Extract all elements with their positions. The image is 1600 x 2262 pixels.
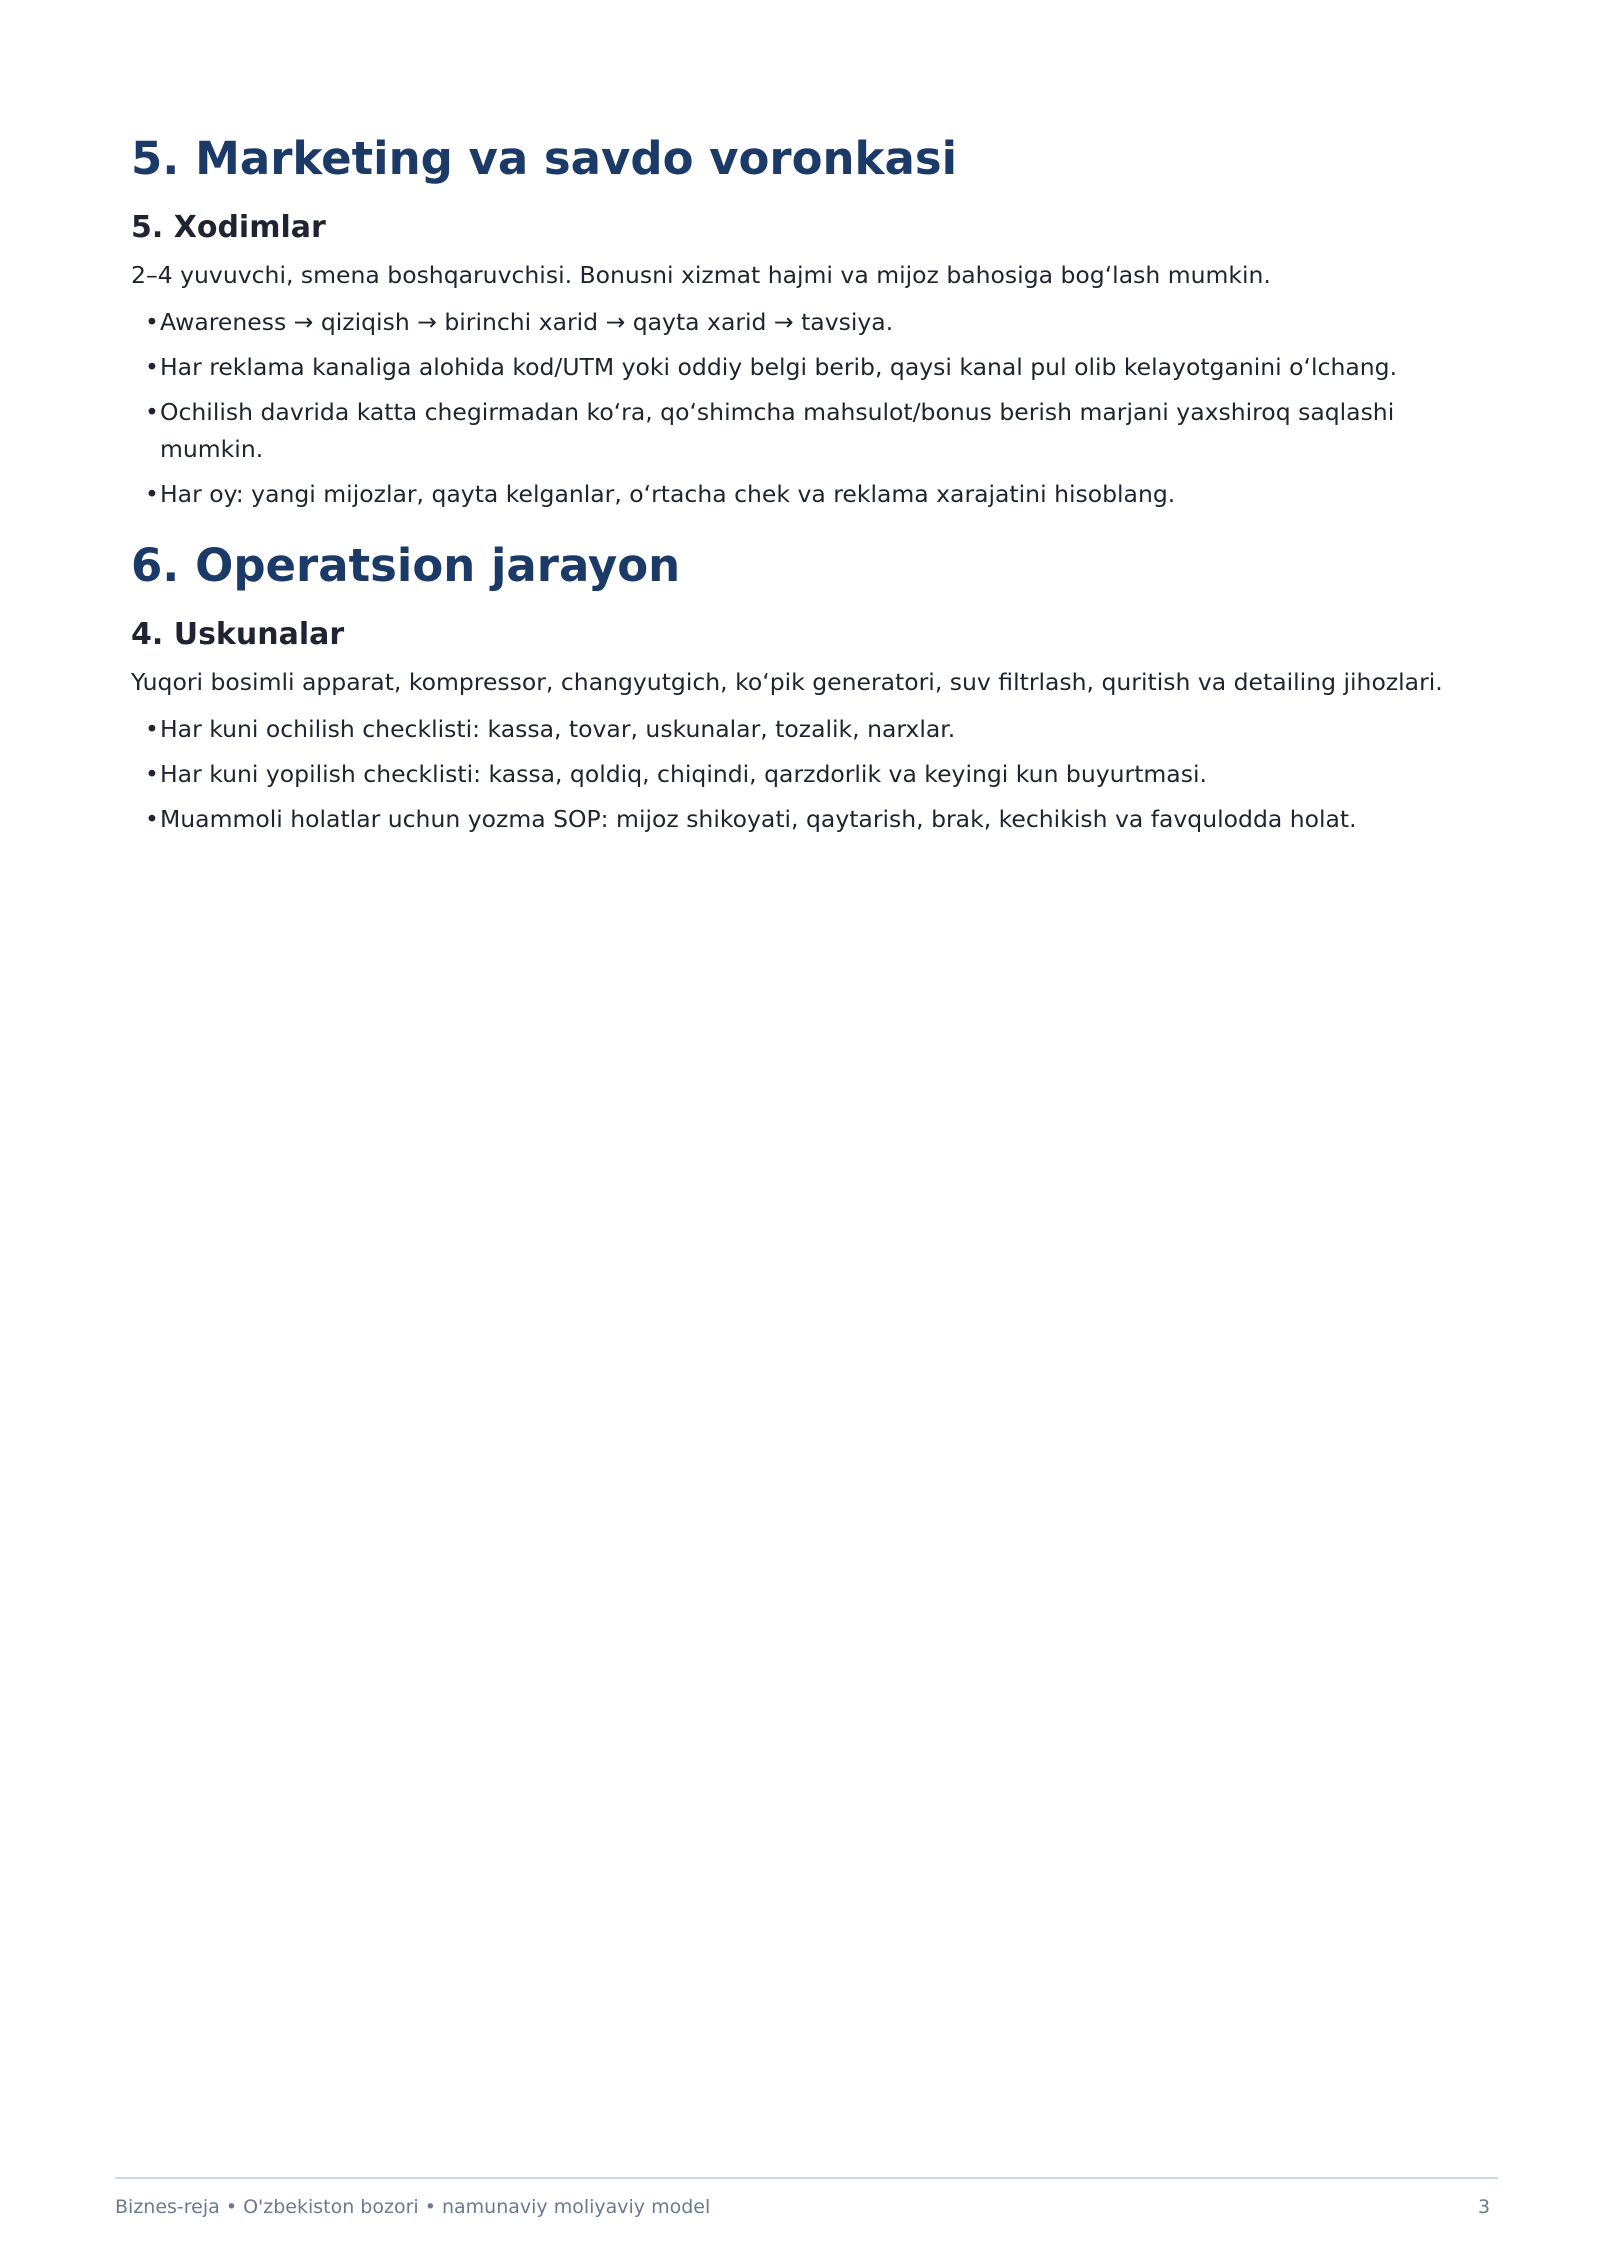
list-item — [131, 304, 1471, 341]
list-item-text: Ochilish davrida katta chegirmadan ko‘ra, qo‘shimcha mahsulot/bonus berish marjani yaxshiroq saqlashi mumkin. — [160, 398, 1395, 463]
list-item — [131, 394, 1471, 468]
bullet-list — [131, 711, 1471, 838]
bullet-icon: • — [145, 715, 159, 743]
page-content — [131, 128, 1471, 846]
list-item-text: Har reklama kanaliga alohida kod/UTM yoki oddiy belgi berib, qaysi kanal pul olib kelayotganini o‘lchang. — [160, 353, 1398, 381]
bullet-icon: • — [145, 760, 159, 788]
list-item — [131, 711, 1471, 748]
list-item-text: Har kuni yopilish checklisti: kassa, qoldiq, chiqindi, qarzdorlik va keyingi kun buyurtmasi. — [160, 760, 1207, 788]
section-operations — [131, 535, 1471, 838]
section-heading: 5. Marketing va savdo voronkasi — [131, 132, 958, 185]
section-marketing — [131, 128, 1471, 513]
section-paragraph: 2–4 yuvuvchi, smena boshqaruvchisi. Bonusni xizmat hajmi va mijoz bahosiga bog‘lash mumkin. — [131, 261, 1271, 289]
list-item — [131, 476, 1471, 513]
bullet-icon: • — [145, 805, 159, 833]
list-item-text: Har oy: yangi mijozlar, qayta kelganlar, o‘rtacha chek va reklama xarajatini hisoblang. — [160, 480, 1176, 508]
list-item — [131, 349, 1471, 386]
bullet-icon: • — [145, 398, 159, 426]
list-item — [131, 801, 1471, 838]
list-item-text: Har kuni ochilish checklisti: kassa, tovar, uskunalar, tozalik, narxlar. — [160, 715, 956, 743]
section-heading: 6. Operatsion jarayon — [131, 539, 681, 592]
section-subheading: 5. Xodimlar — [131, 210, 326, 245]
footer-text: Biznes-reja • O'zbekiston bozori • namunaviy moliyaviy model — [115, 2196, 711, 2218]
section-paragraph: Yuqori bosimli apparat, kompressor, changyutgich, ko‘pik generatori, suv filtrlash, quritish va detailing jihozlari. — [131, 668, 1443, 696]
bullet-icon: • — [145, 480, 159, 508]
list-item-text: Awareness → qiziqish → birinchi xarid → qayta xarid → tavsiya. — [160, 308, 894, 336]
list-item — [131, 756, 1471, 793]
list-item-text: Muammoli holatlar uchun yozma SOP: mijoz shikoyati, qaytarish, brak, kechikish va favqulodda holat. — [160, 805, 1357, 833]
bullet-icon: • — [145, 353, 159, 381]
footer-divider — [115, 2177, 1498, 2179]
section-subheading: 4. Uskunalar — [131, 617, 345, 652]
bullet-icon: • — [145, 308, 159, 336]
page-number: 3 — [1478, 2196, 1491, 2218]
bullet-list — [131, 304, 1471, 513]
